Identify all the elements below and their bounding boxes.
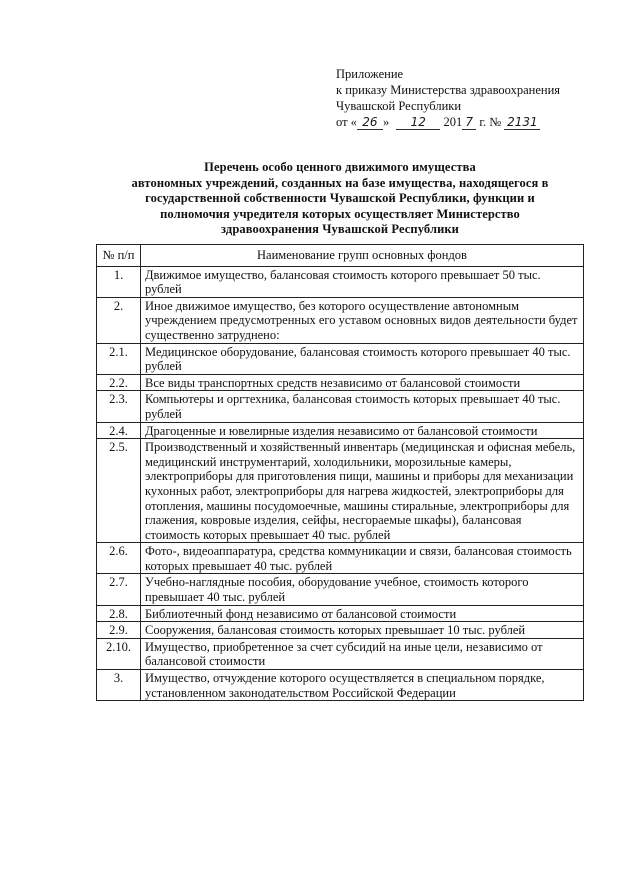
row-number: 2.7. — [97, 574, 141, 605]
handwritten-order-number: 2131 — [504, 116, 540, 130]
table-row — [97, 574, 584, 605]
row-number: 2.8. — [97, 605, 141, 622]
row-name: Драгоценные и ювелирные изделия независимо от балансовой стоимости — [141, 422, 584, 439]
row-number: 2. — [97, 297, 141, 343]
row-name: Движимое имущество, балансовая стоимость которого превышает 50 тыс. рублей — [141, 266, 584, 297]
title-line-2: автономных учреждений, созданных на базе имущества, находящегося в — [131, 175, 549, 190]
table-row — [97, 670, 584, 701]
row-name: Учебно-наглядные пособия, оборудование учебное, стоимость которого превышает 40 тыс. рублей — [141, 574, 584, 605]
row-name: Имущество, приобретенное за счет субсидий на иные цели, независимо от балансовой стоимости — [141, 638, 584, 669]
row-number: 2.4. — [97, 422, 141, 439]
row-number: 3. — [97, 670, 141, 701]
table-row — [97, 374, 584, 391]
date-mid: » — [382, 115, 393, 129]
row-name: Сооружения, балансовая стоимость которых превышает 10 тыс. рублей — [141, 622, 584, 639]
row-name: Иное движимое имущество, без которого осуществление автономным учреждением предусмотренных его уставом основных видов деятельности будет существенно затруднено: — [141, 297, 584, 343]
row-number: 1. — [97, 266, 141, 297]
table-row — [97, 391, 584, 422]
asset-groups-table — [96, 244, 584, 701]
handwritten-month: 12 — [396, 116, 440, 130]
table-row — [97, 439, 584, 543]
handwritten-year: 7 — [462, 116, 476, 130]
table-row — [97, 266, 584, 297]
row-number: 2.5. — [97, 439, 141, 543]
header-group-name: Наименование групп основных фондов — [141, 245, 584, 267]
row-name: Библиотечный фонд независимо от балансовой стоимости — [141, 605, 584, 622]
handwritten-day: 26 — [357, 116, 383, 130]
row-name: Все виды транспортных средств независимо от балансовой стоимости — [141, 374, 584, 391]
table-row — [97, 622, 584, 639]
appendix-label: Приложение — [336, 67, 404, 81]
table-header-row — [97, 245, 584, 267]
header-number: № п/п — [97, 245, 141, 267]
row-name: Фото-, видеоаппаратура, средства коммуникации и связи, балансовая стоимость которых превышает 40 тыс. рублей — [141, 543, 584, 574]
title-line-4: полномочия учредителя которых осуществляет Министерство — [160, 206, 520, 221]
row-number: 2.10. — [97, 638, 141, 669]
number-prefix: г. № — [476, 115, 505, 129]
appendix-date-line — [336, 114, 626, 130]
row-number: 2.9. — [97, 622, 141, 639]
year-prefix: 201 — [440, 115, 463, 129]
title-line-1: Перечень особо ценного движимого имущества — [204, 160, 476, 174]
table-row — [97, 297, 584, 343]
row-name: Имущество, отчуждение которого осуществляется в специальном порядке, установленном законодательством Российской Федерации — [141, 670, 584, 701]
table-row — [97, 638, 584, 669]
appendix-header — [336, 66, 626, 130]
document-title — [100, 160, 580, 238]
row-name: Медицинское оборудование, балансовая стоимость которого превышает 40 тыс. рублей — [141, 343, 584, 374]
row-name: Компьютеры и оргтехника, балансовая стоимость которых превышает 40 тыс. рублей — [141, 391, 584, 422]
row-name: Производственный и хозяйственный инвентарь (медицинская и офисная мебель, медицинский инструментарий, холодильники, морозильные камеры, электроприборы для приготовления пищи, машины и приборы для механизации кухонных работ, электроприборы для нагрева жидкостей, электроприборы для отопления, машины посудомоечные, машины стиральные, электроприборы для глажения, ковровые изделия, сейфы, несгораемые шкафы), балансовая стоимость которых превышает 40 тыс. рублей — [141, 439, 584, 543]
title-line-3: государственной собственности Чувашской Республики, функции и — [145, 191, 535, 205]
table-row — [97, 605, 584, 622]
row-number: 2.1. — [97, 343, 141, 374]
row-number: 2.3. — [97, 391, 141, 422]
table-row — [97, 343, 584, 374]
appendix-republic: Чувашской Республики — [336, 99, 462, 113]
title-line-5: здравоохранения Чувашской Республики — [221, 222, 459, 236]
table-row — [97, 543, 584, 574]
appendix-order-ref: к приказу Министерства здравоохранения — [336, 83, 561, 97]
date-prefix: от « — [336, 115, 357, 129]
row-number: 2.6. — [97, 543, 141, 574]
row-number: 2.2. — [97, 374, 141, 391]
table-row — [97, 422, 584, 439]
